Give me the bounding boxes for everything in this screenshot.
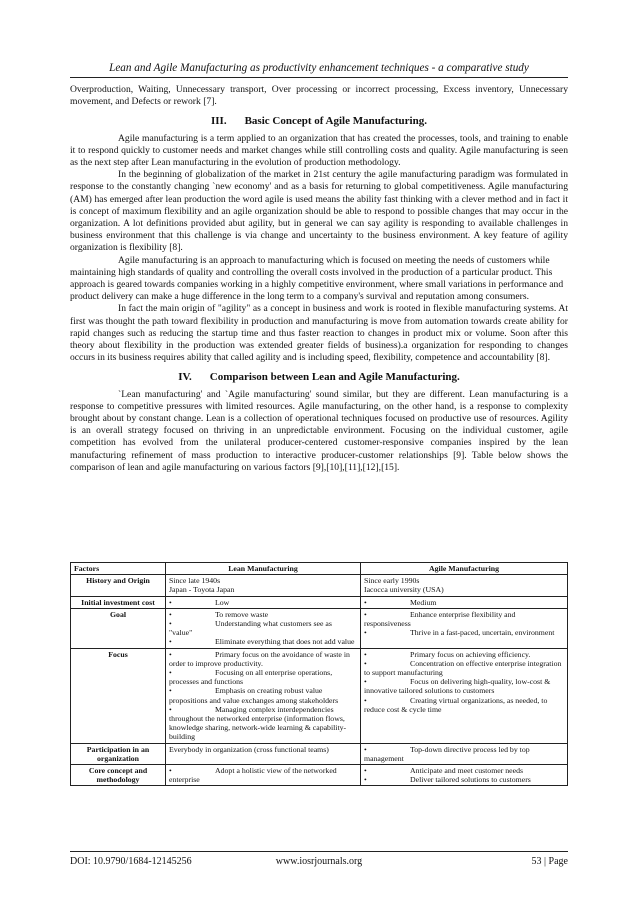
factor-cell: Goal xyxy=(71,608,166,648)
section-3-paragraph-3: Agile manufacturing is an approach to manufacturing which is focused on meeting the needs of customers while maintaining high standards of quality and controlling the overall costs involved in the production of a particular product. This approach is geared towards companies working in a highly competitive environment, where small variations in performance and product delivery can make a huge difference in the long term to a company's survival and reputation among consumers. xyxy=(70,254,564,303)
bullet-text: Adopt a holistic view of the networked enterprise xyxy=(169,766,337,785)
bullet-text: Focusing on all enterprise operations, processes and functions xyxy=(169,668,333,687)
bullet-text: Thrive in a fast-paced, uncertain, environment xyxy=(410,628,555,638)
section-3-paragraph-2: In the beginning of globalization of the market in 21st century the agile manufacturing paradigm was formulated in response to the constantly changing `new economy' and as a basis for returning to global competitiveness. Agile manufacturing (AM) has emerged after lean production the word agile is used means the ability fast thinking with a clever method and in fact it is concept of maximum flexibility and an agile organization should be able to respond to possible changes that may occur in the organization. A lot definitions provided abut agility, but in general we can say agility is responding to available challenges in business environment that this challenge is via change and uncertainty to the business environment. A key feature of agility organization is flexibility [8]. xyxy=(70,169,568,254)
running-header: Lean and Agile Manufacturing as productivity enhancement techniques - a comparative study xyxy=(109,62,529,74)
footer-rule xyxy=(70,851,568,852)
table-row xyxy=(71,765,568,786)
lean-cell xyxy=(166,575,361,596)
bullet-icon: • xyxy=(169,609,172,619)
bullet-icon: • xyxy=(364,649,367,659)
bullet-icon: • xyxy=(364,744,367,754)
bullet-item xyxy=(364,650,564,659)
bullet-icon: • xyxy=(169,766,172,776)
agile-cell xyxy=(361,648,568,743)
footer-page-number: 53 | Page xyxy=(531,856,568,867)
bullet-text: Anticipate and meet customer needs xyxy=(410,766,524,776)
agile-cell xyxy=(361,765,568,786)
cell-line: Iacocca university (USA) xyxy=(364,585,444,595)
factor-cell: History and Origin xyxy=(71,575,166,596)
table-row xyxy=(71,648,568,743)
bullet-item xyxy=(364,628,564,637)
bullet-icon: • xyxy=(364,677,367,687)
bullet-item xyxy=(364,745,564,763)
agile-cell xyxy=(361,575,568,596)
section-3-paragraph-4: In fact the main origin of "agility" as a concept in business and work is rooted in flexible manufacturing systems. At first was thought the path toward flexibility in production and manufacturing is move from automation towards create ability for rapid changes such as reducing the startup time and thus faster reaction to changes in product mix or volume. Soon after this theory about flexibility in the production was extended greater fields of business).a organization for responding to changes occurs in its business requires ability that called agility and is including speed, flexibility, competence and accountability [8]. xyxy=(70,303,568,364)
bullet-text: Eliminate everything that does not add value xyxy=(215,637,355,647)
bullet-text: Managing complex interdependencies throughout the networked enterprise (information flows, knowledge sharing, network-wide learning & capability-building xyxy=(169,704,347,742)
table-row xyxy=(71,743,568,764)
bullet-item xyxy=(364,598,564,607)
bullet-text: Enhance enterprise flexibility and responsiveness xyxy=(364,609,516,629)
section-4-paragraph: `Lean manufacturing' and `Agile manufacturing' sound similar, but they are different. Lean manufacturing is a response to competitive pressures with limited resources. Agile manufacturing, on the other hand, is a response to complexity brought about by constant change. Lean is a collection of operational techniques focused on productive use of resources. Agility is an overall strategy focused on thriving in an unpredictable environment. Focusing on the individual customer, agile competition has evolved from the unilateral producer-centered customer-responsive companies inspired by the lean manufacturing refinement of mass production to interactive producer-customer relationships [9]. Table below shows the comparison of lean and agile manufacturing on various factors [9],[10],[11],[12],[15]. xyxy=(70,388,568,473)
intro-paragraph: Overproduction, Waiting, Unnecessary transport, Over processing or incorrect processing, Excess inventory, Unnecessary movement, and Defects or rework [7]. xyxy=(70,84,568,108)
bullet-item xyxy=(169,650,357,668)
bullet-text: Deliver tailored solutions to customers xyxy=(410,775,531,785)
bullet-text: Primary focus on the avoidance of waste in order to improve productivity. xyxy=(169,649,350,668)
bullet-item xyxy=(364,775,564,784)
body-text xyxy=(70,84,568,474)
bullet-icon: • xyxy=(169,704,172,714)
bullet-item xyxy=(169,619,357,637)
bullet-item xyxy=(364,696,564,714)
cell-line: Japan - Toyota Japan xyxy=(169,585,235,595)
header-factors: Factors xyxy=(71,563,166,575)
bullet-item xyxy=(169,598,357,607)
bullet-icon: • xyxy=(169,597,172,607)
section-3-heading xyxy=(70,115,568,127)
section-3-number: III. xyxy=(210,115,227,128)
lean-cell xyxy=(166,743,361,764)
bullet-text: Focus on delivering high-quality, low-cost & innovative tailored solutions to customers xyxy=(364,677,551,696)
bullet-item xyxy=(169,668,357,686)
section-3-title: Basic Concept of Agile Manufacturing. xyxy=(244,115,427,128)
bullet-text: Medium xyxy=(410,597,437,607)
bullet-text: To remove waste xyxy=(215,609,269,619)
section-4-title: Comparison between Lean and Agile Manufacturing. xyxy=(209,371,460,384)
footer-site: www.iosrjournals.org xyxy=(275,856,363,867)
bullet-icon: • xyxy=(364,597,367,607)
bullet-text: Emphasis on creating robust value propositions and value exchanges among stakeholders xyxy=(169,686,339,705)
cell-line: Everybody in organization (cross functional teams) xyxy=(169,744,329,754)
agile-cell xyxy=(361,743,568,764)
section-4-heading xyxy=(70,371,568,383)
agile-cell xyxy=(361,608,568,648)
bullet-text: Creating virtual organizations, as needed, to reduce cost & cycle time xyxy=(364,695,548,714)
lean-cell xyxy=(166,765,361,786)
footer-doi: DOI: 10.9790/1684-12145256 xyxy=(70,856,192,867)
section-3-paragraph-1: Agile manufacturing is a term applied to an organization that has created the processes, tools, and training to enable it to respond quickly to customer needs and market changes while still controlling costs and quality. Agile manufacturing is seen as the next step after Lean manufacturing in the evolution of production methodology. xyxy=(70,132,568,169)
factor-cell: Participation in an organization xyxy=(71,743,166,764)
bullet-icon: • xyxy=(364,695,367,705)
bullet-item xyxy=(364,677,564,695)
bullet-text: Top-down directive process led by top management xyxy=(364,744,530,763)
bullet-icon: • xyxy=(364,628,367,638)
bullet-icon: • xyxy=(364,609,367,619)
bullet-item xyxy=(169,766,357,784)
lean-cell xyxy=(166,608,361,648)
header-agile: Agile Manufacturing xyxy=(361,563,568,575)
bullet-item xyxy=(364,659,564,677)
bullet-text: Concentration on effective enterprise integration to support manufacturing xyxy=(364,658,562,678)
table-row xyxy=(71,596,568,608)
comparison-table xyxy=(70,562,568,786)
bullet-item xyxy=(169,610,357,619)
table-row xyxy=(71,575,568,596)
factor-cell: Initial investment cost xyxy=(71,596,166,608)
bullet-text: Understanding what customers see as "value" xyxy=(169,619,332,638)
lean-cell xyxy=(166,648,361,743)
factor-cell: Core concept and methodology xyxy=(71,765,166,786)
bullet-item xyxy=(169,637,357,646)
bullet-text: Low xyxy=(215,597,230,607)
bullet-icon: • xyxy=(169,686,172,696)
bullet-text: Primary focus on achieving efficiency. xyxy=(410,649,531,659)
bullet-item xyxy=(364,766,564,775)
bullet-icon: • xyxy=(169,649,172,659)
agile-cell xyxy=(361,596,568,608)
cell-line: Since early 1990s xyxy=(364,576,420,586)
bullet-icon: • xyxy=(364,658,367,668)
table-row xyxy=(71,608,568,648)
bullet-item xyxy=(169,705,357,742)
table-header-row xyxy=(71,563,568,575)
header-lean: Lean Manufacturing xyxy=(166,563,361,575)
bullet-item xyxy=(364,610,564,628)
bullet-icon: • xyxy=(169,668,172,678)
bullet-icon: • xyxy=(169,619,172,629)
cell-line: Since late 1940s xyxy=(169,576,221,586)
lean-cell xyxy=(166,596,361,608)
section-4-number: IV. xyxy=(178,371,192,384)
factor-cell: Focus xyxy=(71,648,166,743)
bullet-icon: • xyxy=(364,775,367,785)
bullet-icon: • xyxy=(364,766,367,776)
header-rule xyxy=(70,77,568,78)
bullet-icon: • xyxy=(169,637,172,647)
bullet-item xyxy=(169,686,357,704)
